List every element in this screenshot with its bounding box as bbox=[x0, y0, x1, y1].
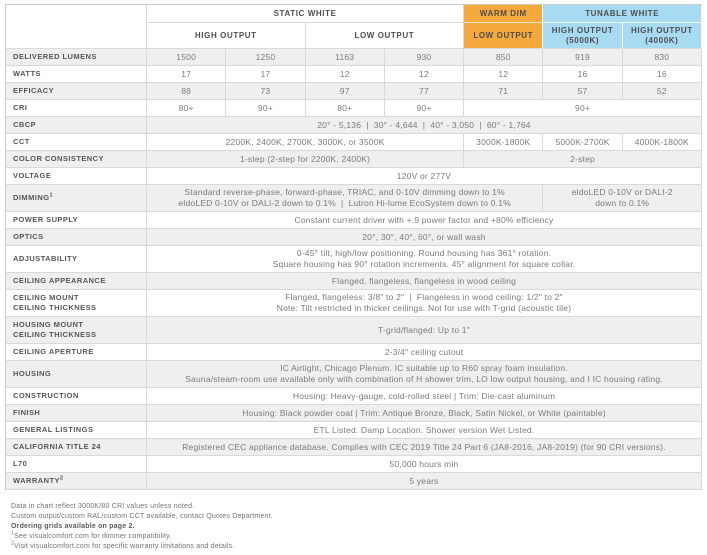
table-row bbox=[6, 344, 702, 361]
header-sub-low-output: LOW OUTPUT bbox=[464, 23, 543, 49]
footnotes bbox=[11, 502, 702, 552]
spec-value-cell: 97 bbox=[306, 83, 385, 100]
row-label-finish: FINISH bbox=[6, 405, 147, 422]
spec-value-cell: 4000K-1800K bbox=[623, 134, 702, 151]
table-row bbox=[6, 168, 702, 185]
spec-value-cell: 830 bbox=[623, 49, 702, 66]
row-label-ceiling-appearance: CEILING APPEARANCE bbox=[6, 273, 147, 290]
spec-value-cell: 80+ bbox=[147, 100, 226, 117]
row-label-ceiling-aperture: CEILING APERTURE bbox=[6, 344, 147, 361]
spec-value-cell: 17 bbox=[147, 66, 226, 83]
table-row bbox=[6, 66, 702, 83]
table-row bbox=[6, 388, 702, 405]
spec-value-cell: 5 years bbox=[147, 473, 702, 490]
spec-value-cell: 90+ bbox=[226, 100, 305, 117]
spec-value-cell: 2200K, 2400K, 2700K, 3000K, or 3500K bbox=[147, 134, 464, 151]
spec-table-body bbox=[6, 49, 702, 490]
spec-value-cell: 17 bbox=[226, 66, 305, 83]
spec-value-cell: 80+ bbox=[306, 100, 385, 117]
spec-value-cell: 919 bbox=[543, 49, 622, 66]
table-row bbox=[6, 83, 702, 100]
row-label-housing-mount-ceiling-thickness: HOUSING MOUNT CEILING THICKNESS bbox=[6, 317, 147, 344]
row-label-adjustability: ADJUSTABILITY bbox=[6, 246, 147, 273]
header-sub-high-output: HIGH OUTPUT bbox=[147, 23, 306, 49]
corner-cell bbox=[6, 5, 147, 49]
row-label-cri: CRI bbox=[6, 100, 147, 117]
row-label-voltage: VOLTAGE bbox=[6, 168, 147, 185]
spec-value-cell: 73 bbox=[226, 83, 305, 100]
table-row bbox=[6, 456, 702, 473]
spec-value-cell: 5000K-2700K bbox=[543, 134, 622, 151]
spec-value-cell: 16 bbox=[543, 66, 622, 83]
row-label-housing: HOUSING bbox=[6, 361, 147, 388]
footnote-line-5: $^2$Visit visualcomfort.com for specific warranty limitations and details. bbox=[11, 540, 235, 550]
table-row bbox=[6, 361, 702, 388]
table-row bbox=[6, 273, 702, 290]
row-label-warranty: WARRANTY$^2$ bbox=[6, 473, 147, 490]
header-group-static-white: STATIC WHITE bbox=[147, 5, 464, 23]
table-row bbox=[6, 229, 702, 246]
spec-value-cell: T-grid/flanged: Up to 1" bbox=[147, 317, 702, 344]
footnote-line-4: $^1$See visualcomfort.com for dimmer compatibility. bbox=[11, 530, 172, 540]
spec-value-cell: Standard reverse-phase, forward-phase, TRIAC, and 0-10V dimming down to 1% eldoLED 0-10V or DALI-2 down to 0.1% | Lutron Hi-lume EcoSystem down to 0.1% bbox=[147, 185, 543, 212]
spec-value-cell: 1-step (2-step for 2200K, 2400K) bbox=[147, 151, 464, 168]
spec-value-cell: 57 bbox=[543, 83, 622, 100]
spec-value-cell: 1163 bbox=[306, 49, 385, 66]
row-label-l70: L70 bbox=[6, 456, 147, 473]
table-row bbox=[6, 317, 702, 344]
table-row bbox=[6, 290, 702, 317]
spec-value-cell: eldoLED 0-10V or DALI-2 down to 0.1% bbox=[543, 185, 702, 212]
spec-table bbox=[5, 4, 702, 490]
header-sub-high-output-4000k: HIGH OUTPUT (4000K) bbox=[623, 23, 702, 49]
spec-value-cell: 930 bbox=[385, 49, 464, 66]
spec-value-cell: 1250 bbox=[226, 49, 305, 66]
table-row bbox=[6, 405, 702, 422]
footnote-line-3: Ordering grids available on page 2. bbox=[11, 523, 135, 530]
row-label-cbcp: CBCP bbox=[6, 117, 147, 134]
table-row bbox=[6, 246, 702, 273]
row-label-cct: CCT bbox=[6, 134, 147, 151]
spec-value-cell: 52 bbox=[623, 83, 702, 100]
row-label-california-title-24: CALIFORNIA TITLE 24 bbox=[6, 439, 147, 456]
spec-value-cell: 50,000 hours min bbox=[147, 456, 702, 473]
row-label-color-consistency: COLOR CONSISTENCY bbox=[6, 151, 147, 168]
table-row bbox=[6, 439, 702, 456]
row-label-ceiling-mount-ceiling-thickness: CEILING MOUNT CEILING THICKNESS bbox=[6, 290, 147, 317]
spec-value-cell: 20°, 30°, 40°, 60°, or wall wash bbox=[147, 229, 702, 246]
header-sub-high-output-5000k: HIGH OUTPUT (5000K) bbox=[543, 23, 622, 49]
spec-value-cell: 2-3/4" ceiling cutout bbox=[147, 344, 702, 361]
spec-value-cell: 2-step bbox=[464, 151, 702, 168]
spec-value-cell: 0-45° tilt, high/low positioning. Round housing has 361° rotation. Square housing has 90° rotation increments. 45° alignment for square collar. bbox=[147, 246, 702, 273]
spec-value-cell: Constant current driver with +.9 power factor and +80% efficiency bbox=[147, 212, 702, 229]
row-label-general-listings: GENERAL LISTINGS bbox=[6, 422, 147, 439]
row-label-efficacy: EFFICACY bbox=[6, 83, 147, 100]
spec-value-cell: 12 bbox=[464, 66, 543, 83]
row-label-optics: OPTICS bbox=[6, 229, 147, 246]
row-label-power-supply: POWER SUPPLY bbox=[6, 212, 147, 229]
row-label-watts: WATTS bbox=[6, 66, 147, 83]
row-label-dimming: DIMMING$^1$ bbox=[6, 185, 147, 212]
table-row bbox=[6, 151, 702, 168]
spec-value-cell: Housing: Heavy-gauge, cold-rolled steel | Trim: Die-cast aluminum bbox=[147, 388, 702, 405]
spec-value-cell: 12 bbox=[385, 66, 464, 83]
spec-value-cell: 88 bbox=[147, 83, 226, 100]
table-row bbox=[6, 49, 702, 66]
table-row bbox=[6, 212, 702, 229]
table-row bbox=[6, 134, 702, 151]
table-row bbox=[6, 473, 702, 490]
spec-value-cell: Flanged, flangeless, flangeless in wood ceiling bbox=[147, 273, 702, 290]
header-group-warm-dim: WARM DIM bbox=[464, 5, 543, 23]
table-row bbox=[6, 100, 702, 117]
footnote-line-2: Custom output/custom RAL/custom CCT available, contact Quotes Department. bbox=[11, 513, 273, 520]
spec-value-cell: 90+ bbox=[464, 100, 702, 117]
spec-value-cell: IC Airtight, Chicago Plenum. IC suitable up to R60 spray foam insulation. Sauna/steam-room use available only with combination of H shower trim, LO low output housing, and I IC housing rating. bbox=[147, 361, 702, 388]
header-sub-low-output: LOW OUTPUT bbox=[306, 23, 465, 49]
spec-value-cell: Housing: Black powder coat | Trim: Antique Bronze, Black, Satin Nickel, or White (paintable) bbox=[147, 405, 702, 422]
header-group-tunable-white: TUNABLE WHITE bbox=[543, 5, 702, 23]
table-row bbox=[6, 185, 702, 212]
row-label-delivered-lumens: DELIVERED LUMENS bbox=[6, 49, 147, 66]
spec-value-cell: Registered CEC appliance database. Complies with CEC 2019 Title 24 Part 6 (JA8-2016, JA8-2019) (for 90 CRI versions). bbox=[147, 439, 702, 456]
spec-value-cell: 1500 bbox=[147, 49, 226, 66]
spec-value-cell: 120V or 277V bbox=[147, 168, 702, 185]
row-label-construction: CONSTRUCTION bbox=[6, 388, 147, 405]
table-row bbox=[6, 422, 702, 439]
spec-value-cell: 3000K-1800K bbox=[464, 134, 543, 151]
table-row bbox=[6, 117, 702, 134]
spec-value-cell: 77 bbox=[385, 83, 464, 100]
spec-table-header bbox=[6, 5, 702, 49]
spec-value-cell: 850 bbox=[464, 49, 543, 66]
spec-value-cell: 90+ bbox=[385, 100, 464, 117]
footnote-line-1: Data in chart reflect 3000K/80 CRI values unless noted. bbox=[11, 503, 195, 510]
spec-value-cell: Flanged, flangeless: 3/8" to 2" | Flangeless in wood ceiling: 1/2" to 2" Note: Tilt restricted in thicker ceilings. Not for use with T-grid (acoustic tile) bbox=[147, 290, 702, 317]
spec-value-cell: 20° - 5,136 | 30° - 4,644 | 40° - 3,050 | 60° - 1,764 bbox=[147, 117, 702, 134]
spec-value-cell: ETL Listed. Damp Location. Shower version Wet Listed. bbox=[147, 422, 702, 439]
spec-value-cell: 71 bbox=[464, 83, 543, 100]
spec-value-cell: 16 bbox=[623, 66, 702, 83]
spec-value-cell: 12 bbox=[306, 66, 385, 83]
